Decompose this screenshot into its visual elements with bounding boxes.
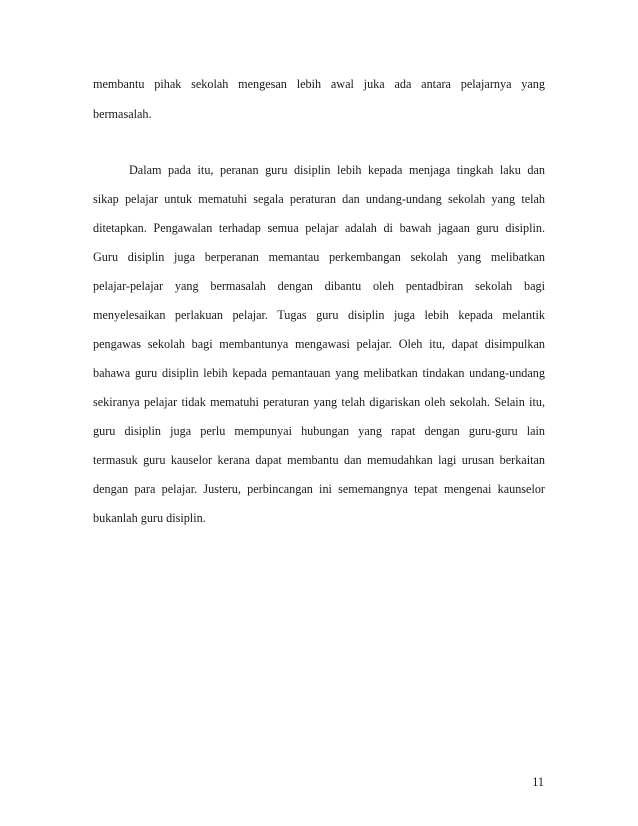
paragraph-first-line: Dalam pada itu, peranan guru disiplin lebih kepada menjaga tingkah laku dan — [129, 163, 545, 177]
text-line: guru disiplin juga perlu mempunyai hubungan yang rapat dengan guru-guru lain — [93, 424, 545, 438]
text-line: bukanlah guru disiplin. — [93, 511, 206, 525]
text-line: sekiranya pelajar tidak mematuhi peraturan yang telah digariskan oleh sekolah. Selain itu, — [93, 395, 545, 409]
text-line: Guru disiplin juga berperanan memantau perkembangan sekolah yang melibatkan — [93, 250, 545, 264]
text-line: bermasalah. — [93, 107, 152, 121]
text-line: dengan para pelajar. Justeru, perbincangan ini sememangnya tepat mengenai kaunselor — [93, 482, 545, 496]
page-number: 11 — [532, 775, 544, 789]
text-line: sikap pelajar untuk mematuhi segala peraturan dan undang-undang sekolah yang telah — [93, 192, 545, 206]
text-line: ditetapkan. Pengawalan terhadap semua pelajar adalah di bawah jagaan guru disiplin. — [93, 221, 545, 235]
text-line: termasuk guru kauselor kerana dapat membantu dan memudahkan lagi urusan berkaitan — [93, 453, 545, 467]
text-line: pelajar-pelajar yang bermasalah dengan dibantu oleh pentadbiran sekolah bagi — [93, 279, 545, 293]
text-line: pengawas sekolah bagi membantunya mengawasi pelajar. Oleh itu, dapat disimpulkan — [93, 337, 545, 351]
text-line: bahawa guru disiplin lebih kepada pemantauan yang melibatkan tindakan undang-undang — [93, 366, 545, 380]
text-line: menyelesaikan perlakuan pelajar. Tugas guru disiplin juga lebih kepada melantik — [93, 308, 545, 322]
text-line: membantu pihak sekolah mengesan lebih awal juka ada antara pelajarnya yang — [93, 77, 545, 91]
